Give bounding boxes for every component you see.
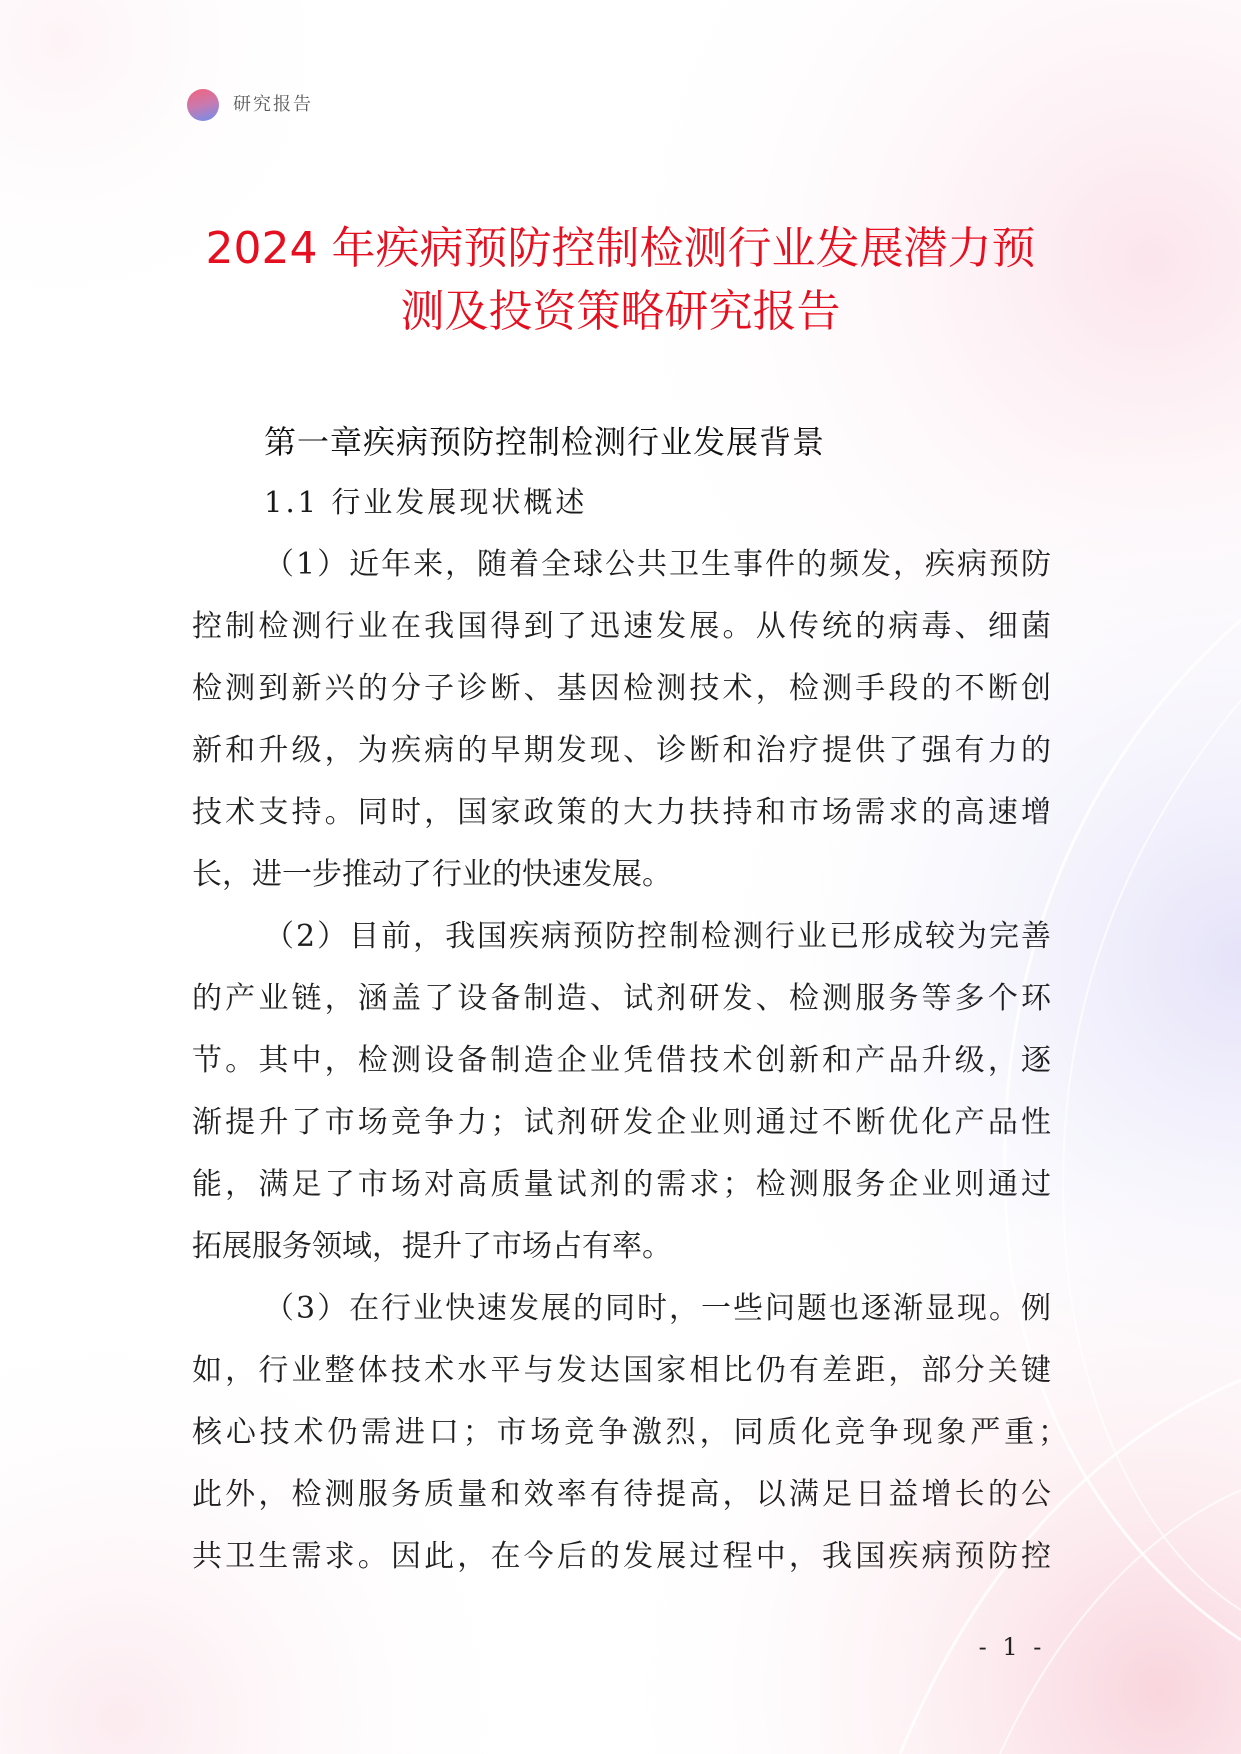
paragraph-line: 的产业链，涵盖了设备制造、试剂研发、检测服务等多个环 [192, 981, 1051, 1016]
body-text [192, 534, 1068, 1588]
paragraph-line: 检测到新兴的分子诊断、基因检测技术，检测手段的不断创 [192, 671, 1051, 706]
paragraph-3 [192, 1278, 1068, 1588]
paragraph-line: 拓展服务领域，提升了市场占有率。 [192, 1229, 672, 1264]
paragraph-line: 此外，检测服务质量和效率有待提高，以满足日益增长的公 [192, 1477, 1051, 1512]
paragraph-line: 共卫生需求。因此，在今后的发展过程中，我国疾病预防控 [192, 1539, 1051, 1574]
chapter-heading: 第一章疾病预防控制检测行业发展背景 [264, 423, 826, 461]
page-number: - 1 - [978, 1633, 1046, 1661]
paragraph-line: （2）目前，我国疾病预防控制检测行业已形成较为完善 [264, 919, 1051, 954]
paragraph-line: 长，进一步推动了行业的快速发展。 [192, 857, 672, 892]
report-title-line-1: 2024 年疾病预防控制检测行业发展潜力预 [205, 223, 1036, 274]
paragraph-line: 节。其中，检测设备制造企业凭借技术创新和产品升级，逐 [192, 1043, 1051, 1078]
paragraph-line: 如，行业整体技术水平与发达国家相比仍有差距，部分关键 [192, 1353, 1051, 1388]
paragraph-line: 新和升级，为疾病的早期发现、诊断和治疗提供了强有力的 [192, 733, 1051, 768]
paragraph-1 [192, 534, 1051, 906]
paragraph-line: 渐提升了市场竞争力；试剂研发企业则通过不断优化产品性 [192, 1105, 1051, 1140]
section-heading: 1.1 行业发展现状概述 [264, 485, 588, 519]
paragraph-line: 核心技术仍需进口；市场竞争激烈，同质化竞争现象严重； [192, 1415, 1068, 1450]
paragraph-line: 控制检测行业在我国得到了迅速发展。从传统的病毒、细菌 [192, 609, 1051, 644]
gradient-circle-icon [187, 89, 219, 121]
paragraph-line: （1）近年来，随着全球公共卫生事件的频发，疾病预防 [264, 547, 1051, 582]
paragraph-line: 技术支持。同时，国家政策的大力扶持和市场需求的高速增 [192, 795, 1051, 830]
report-title [0, 217, 1241, 343]
paragraph-line: 能，满足了市场对高质量试剂的需求；检测服务企业则通过 [192, 1167, 1051, 1202]
paragraph-2 [192, 906, 1051, 1278]
paragraph-line: （3）在行业快速发展的同时，一些问题也逐渐显现。例 [264, 1291, 1051, 1326]
header-label: 研究报告 [233, 94, 313, 115]
report-title-line-2: 测及投资策略研究报告 [400, 286, 841, 337]
